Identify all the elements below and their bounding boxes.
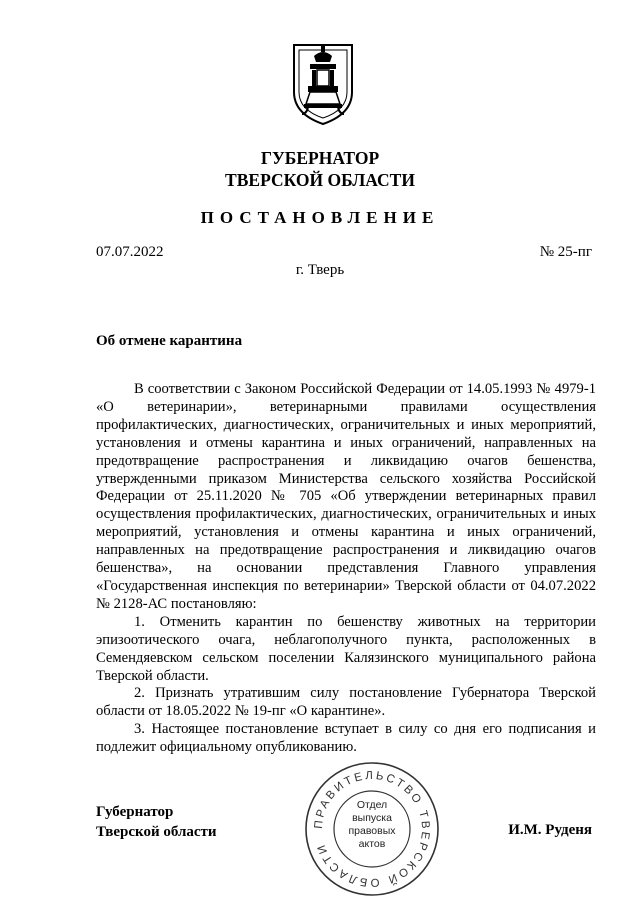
stamp-center-line2: выпуска: [352, 812, 392, 824]
document-type: ПОСТАНОВЛЕНИЕ: [200, 208, 440, 227]
stamp-center-text: [333, 799, 411, 851]
signatory-name: И.М. Руденя: [508, 822, 592, 838]
item-3-paragraph: 3. Настоящее постановление вступает в силу со дня его подписания и подлежит официальному опубликованию.: [96, 721, 596, 756]
document-city: г. Тверь: [295, 262, 345, 278]
stamp-ring-text: ПРАВИТЕЛЬСТВО ТВЕРСКОЙ ОБЛАСТИ: [312, 769, 432, 889]
stamp-center-line3: правовых: [348, 825, 396, 837]
signatory-title-line2: Тверской области: [96, 824, 217, 840]
signatory-title-line1: Губернатор: [96, 804, 174, 820]
signatory-title: [96, 802, 217, 842]
tver-coat-of-arms-icon: [290, 42, 356, 126]
document-number: № 25-пг: [539, 244, 592, 260]
document-date: 07.07.2022: [96, 244, 164, 260]
org-title-line1: ГУБЕРНАТОР: [260, 148, 380, 168]
item-1-paragraph: 1. Отменить карантин по бешенству животных на территории эпизоотического очага, неблагополучного пункта, расположенных в Семендяевском сельском поселении Калязинского муниципального района Тверской области.: [96, 613, 596, 684]
preamble-paragraph: В соответствии с Законом Российской Федерации от 14.05.1993 № 4979-1 «О ветеринарии», ветеринарными правилами осуществления профилактических, диагностических, ограничительных и иных мероприятий, установления и отмены карантина и иных ограничений, направленных на предотвращение распространения и ликвидацию очагов бешенства, утвержденными приказом Министерства сельского хозяйства Российской Федерации от 25.11.2020 № 705 «Об утверждении ветеринарных правил осуществления профилактических, диагностических, ограничительных и иных мероприятий, установления и отмены карантина и иных ограничений, направленных на предотвращение распространения и ликвидацию очагов бешенства», на основании представления Главного управления «Государственная инспекция по ветеринарии» Тверской области от 04.07.2022 № 2128-АС постановляю:: [96, 381, 596, 612]
stamp-center-line1: Отдел: [356, 799, 388, 811]
item-2-paragraph: 2. Признать утратившим силу постановление Губернатора Тверской области от 18.05.2022 № 19-пг «О карантине».: [96, 685, 596, 720]
stamp-center-line4: актов: [358, 838, 386, 850]
document-subject: Об отмене карантина: [96, 333, 243, 349]
org-title-line2: ТВЕРСКОЙ ОБЛАСТИ: [225, 170, 415, 190]
document-body: [96, 381, 596, 757]
